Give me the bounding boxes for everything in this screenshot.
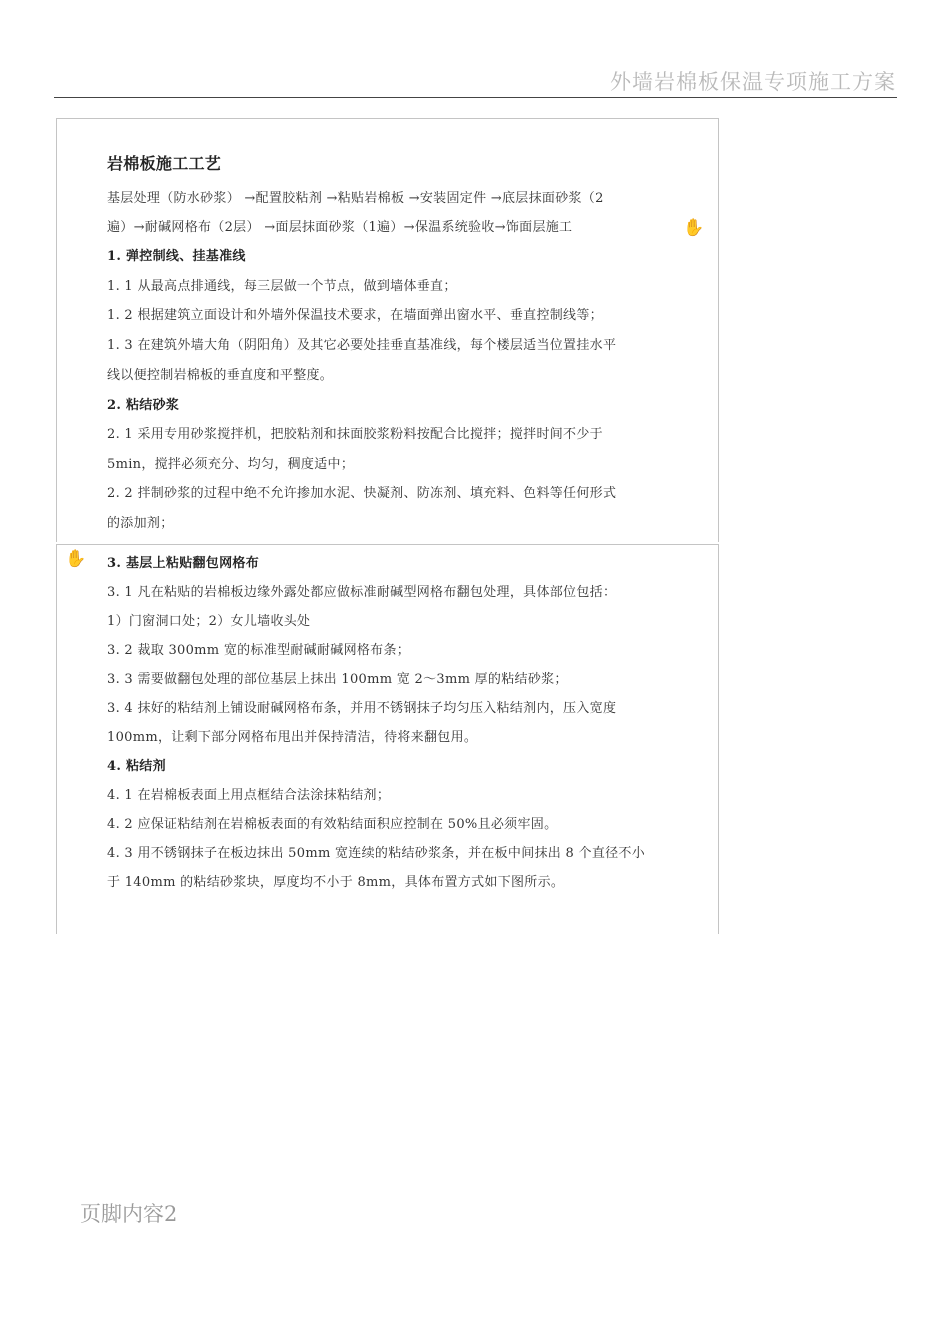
text-line: 遍）→耐碱网格布（2层） →面层抹面砂浆（1遍）→保温系统验收→饰面层施工: [107, 220, 573, 235]
text-line: 3. 2 裁取 300mm 宽的标准型耐碱耐碱网格布条；: [107, 643, 411, 658]
text-line: 5min，搅拌必须充分、均匀，稠度适中；: [107, 457, 355, 472]
section-title: 岩棉板施工工艺: [107, 154, 222, 173]
section-heading: 1. 弹控制线、挂基准线: [107, 249, 246, 264]
text-line: 于 140mm 的粘结砂浆块，厚度均不小于 8mm，具体布置方式如下图所示。: [107, 875, 565, 890]
text-line: 4. 3 用不锈钢抹子在板边抹出 50mm 宽连续的粘结砂浆条，并在板中间抹出 8 个直径不小: [107, 846, 646, 861]
text-line: 的添加剂；: [107, 516, 174, 531]
text-line: 线以便控制岩棉板的垂直度和平整度。: [107, 368, 334, 383]
text-line: 2. 2 拌制砂浆的过程中绝不允许掺加水泥、快凝剂、防冻剂、填充料、色料等任何形式: [107, 486, 617, 501]
section-heading: 4. 粘结剂: [107, 759, 166, 774]
content-panel-2: [56, 544, 719, 934]
text-line: 3. 1 凡在粘贴的岩棉板边缘外露处都应做标准耐碱型网格布翻包处理，具体部位包括：: [107, 585, 617, 600]
text-line: 1）门窗洞口处；2）女儿墙收头处: [107, 614, 311, 629]
text-line: 4. 2 应保证粘结剂在岩棉板表面的有效粘结面积应控制在 50%且必须牢固。: [107, 817, 558, 832]
content-panel-1: [56, 118, 719, 542]
text-line: 2. 1 采用专用砂浆搅拌机，把胶粘剂和抹面胶浆粉料按配合比搅拌；搅拌时间不少于: [107, 427, 603, 442]
hand-cursor-icon[interactable]: ✋: [683, 218, 705, 238]
text-line: 3. 4 抹好的粘结剂上铺设耐碱网格布条，并用不锈钢抹子均匀压入粘结剂内，压入宽度: [107, 701, 617, 716]
text-line: 1. 2 根据建筑立面设计和外墙外保温技术要求，在墙面弹出窗水平、垂直控制线等；: [107, 308, 603, 323]
text-line: 基层处理（防水砂浆） →配置胶粘剂 →粘贴岩棉板 →安装固定件 →底层抹面砂浆（2: [107, 191, 604, 206]
section-heading: 2. 粘结砂浆: [107, 398, 180, 413]
section-heading: 3. 基层上粘贴翻包网格布: [107, 556, 259, 571]
page-footer: 页脚内容2: [80, 1202, 178, 1226]
page-header-title: 外墙岩棉板保温专项施工方案: [610, 70, 896, 94]
text-line: 3. 3 需要做翻包处理的部位基层上抹出 100mm 宽 2～3mm 厚的粘结砂浆；: [107, 672, 568, 687]
hand-cursor-icon[interactable]: ✋: [65, 549, 87, 569]
text-line: 1. 3 在建筑外墙大角（阴阳角）及其它必要处挂垂直基准线，每个楼层适当位置挂水平: [107, 338, 617, 353]
text-line: 1. 1 从最高点排通线，每三层做一个节点，做到墙体垂直；: [107, 279, 457, 294]
header-rule: [54, 97, 897, 98]
text-line: 4. 1 在岩棉板表面上用点框结合法涂抹粘结剂；: [107, 788, 391, 803]
text-line: 100mm，让剩下部分网格布甩出并保持清洁，待将来翻包用。: [107, 730, 478, 745]
